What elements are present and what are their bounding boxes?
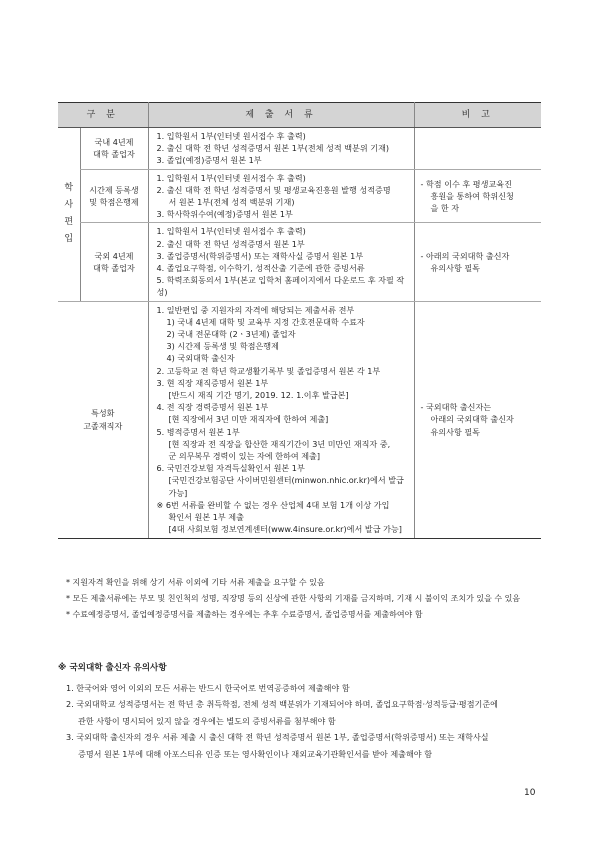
applicant-type-line: 대학 졸업자 <box>93 149 135 160</box>
remark-line: 유의사항 필독 <box>430 263 480 274</box>
document-list <box>148 128 414 170</box>
document-item: [현 직장에서 3년 미만 재직자에 한하여 제출] <box>168 414 329 425</box>
document-item: 3. 현 직장 재직증명서 원본 1부 <box>156 377 269 388</box>
notice-line: 3. 국외대학 출신자의 경우 서류 제출 시 출신 대학 전 학년 성적증명서 원본 1부, 졸업증명서(학위증명서) 또는 재학사실 <box>66 732 489 742</box>
document-item: 2) 국내 전문대학 (2ㆍ3년제) 졸업자 <box>166 329 296 340</box>
applicant-type-line: 시간제 등록생 <box>89 184 139 195</box>
foreign-graduate-notes <box>58 660 548 762</box>
document-item: 1. 일반편입 중 지원자의 자격에 해당되는 제출서류 전부 <box>156 304 355 315</box>
document-item: 3. 학사학위수여(예정)증명서 원본 1부 <box>156 209 293 220</box>
document-item: 3. 졸업증명서(학위증명서) 또는 재학사실 증명서 원본 1부 <box>156 250 364 261</box>
page-number: 10 <box>524 788 536 798</box>
document-item: 1. 입학원서 1부(인터넷 원서접수 후 출력) <box>156 172 306 183</box>
notice-item <box>58 696 548 729</box>
applicant-type-line: 국외 4년제 <box>94 250 134 261</box>
document-item: [4대 사회보험 정보연계센터(www.4insure.or.kr)에서 발급 가능] <box>168 524 402 535</box>
document-item: 3) 시간제 등록생 및 학점은행제 <box>166 341 279 352</box>
document-item: 2. 고등학교 전 학년 학교생활기록부 및 졸업증명서 원본 각 1부 <box>156 365 381 376</box>
document-item: 2. 출신 대학 전 학년 성적증명서 원본 1부 <box>156 238 305 249</box>
footnote: * 수료예정증명서, 졸업예정증명서를 제출하는 경우에는 추후 수료증명서, 졸업증명서를 제출하여야 함 <box>66 610 423 619</box>
document-item: 확인서 원본 1부 제출 <box>168 512 244 523</box>
section-heading: ※ 국외대학 출신자 유의사항 <box>58 663 167 673</box>
remark-line: 유의사항 필독 <box>430 426 480 437</box>
remark-line: - 국외대학 출신자는 <box>420 402 492 413</box>
document-item: 1) 국내 4년제 대학 및 교육부 지정 간호전문대학 수료자 <box>166 316 365 327</box>
applicant-type-line: 국내 4년제 <box>94 137 134 148</box>
remark-line: 을 한 자 <box>430 203 460 214</box>
category-academic-transfer <box>58 128 80 302</box>
remark-line: 아래의 국외대학 출신자 <box>430 414 514 425</box>
document-item: 4) 국외대학 출신자 <box>166 353 235 364</box>
notice-line: 관한 사항이 명시되어 있지 않을 경우에는 별도의 증빙서류를 첨부해야 함 <box>78 715 336 726</box>
remark <box>414 223 541 301</box>
document-item: 5. 학력조회동의서 1부(본교 입학처 홈페이지에서 다운로드 후 자필 작성) <box>156 275 405 298</box>
table-row <box>58 223 541 301</box>
document-item: 2. 출신 대학 전 학년 성적증명서 원본 1부(전체 성적 백분위 기재) <box>156 143 390 154</box>
applicant-type-line: 대학 졸업자 <box>93 263 135 274</box>
applicant-type-line: 고졸재직자 <box>83 420 123 431</box>
table-header-row <box>58 103 541 128</box>
applicant-type <box>58 301 148 538</box>
remark <box>414 301 541 538</box>
document-item: 군 의무복무 경력이 있는 자에 한하여 제출] <box>168 451 321 462</box>
applicant-type <box>80 169 148 223</box>
document-item: 가능] <box>168 487 188 498</box>
document-item: 3. 졸업(예정)증명서 원본 1부 <box>156 155 262 166</box>
header-documents: 제 출 서 류 <box>148 103 414 128</box>
remark-line: - 아래의 국외대학 출신자 <box>420 250 510 261</box>
notice-line: 증명서 원본 1부에 대해 아포스티유 인증 또는 영사확인이나 재외교육기관확인서를 받아 제출해야 함 <box>78 748 433 759</box>
table-row <box>58 128 541 170</box>
document-item: [국민건강보험공단 사이버민원센터(minwon.nhic.or.kr)에서 발급 <box>168 475 404 486</box>
document-item: [반드시 재직 기간 명기, 2019. 12. 1.이후 발급본] <box>168 390 349 401</box>
category-char: 학 <box>64 183 74 194</box>
table-row <box>58 169 541 223</box>
applicant-type-line: 및 학점은행제 <box>89 197 139 208</box>
document-item: [현 직장과 전 직장을 합산한 재직기간이 3년 미만인 재직자 중, <box>168 438 391 449</box>
notice-item <box>58 680 548 697</box>
document-item: ※ 6번 서류를 완비할 수 없는 경우 산업체 4대 보험 1개 이상 가입 <box>156 499 390 510</box>
document-item: 5. 병적증명서 원본 1부 <box>156 426 240 437</box>
footnote: * 모든 제출서류에는 부모 및 친인척의 성명, 직장명 등의 신상에 관한 사항의 기재를 금지하며, 기재 시 불이익 조치가 있을 수 있음 <box>66 594 521 603</box>
document-item: 1. 입학원서 1부(인터넷 원서접수 후 출력) <box>156 131 306 141</box>
required-documents-table <box>58 102 541 539</box>
document-item: 6. 국민건강보험 자격득실확인서 원본 1부 <box>156 463 305 474</box>
document-list <box>148 169 414 223</box>
category-char: 입 <box>64 234 74 245</box>
document-list <box>148 301 414 538</box>
remark-line: 흥원을 통하여 학위신청 <box>430 190 514 201</box>
category-char: 편 <box>64 217 74 228</box>
category-char: 사 <box>64 200 74 211</box>
header-remarks: 비 고 <box>414 103 541 128</box>
document-item: 1. 입학원서 1부(인터넷 원서접수 후 출력) <box>156 226 306 237</box>
document-list <box>148 223 414 301</box>
remark <box>414 128 541 170</box>
document-item: 4. 전 직장 경력증명서 원본 1부 <box>156 402 269 413</box>
notice-item <box>58 729 548 762</box>
applicant-type-line: 특성화 <box>91 408 115 419</box>
remark <box>414 169 541 223</box>
table-row <box>58 301 541 538</box>
document-item: 4. 졸업요구학점, 이수학기, 성적산출 기준에 관한 증빙서류 <box>156 263 365 274</box>
document-item: 서 원본 1부(전체 성적 백분위 기재) <box>168 197 295 208</box>
header-category: 구 분 <box>58 103 148 128</box>
footnote: * 지원자격 확인을 위해 상기 서류 이외에 기타 서류 제출을 요구할 수 있음 <box>66 578 325 587</box>
notice-line: 1. 한국어와 영어 이외의 모든 서류는 반드시 한국어로 번역공증하여 제출해야 함 <box>66 682 350 693</box>
document-item: 2. 출신 대학 전 학년 성적증명서 및 평생교육진흥원 발행 성적증명 <box>156 184 391 195</box>
footnotes <box>66 575 520 623</box>
applicant-type <box>80 223 148 301</box>
remark-line: - 학점 이수 후 평생교육진 <box>420 178 512 189</box>
notice-line: 2. 국외대학교 성적증명서는 전 학년 총 취득학점, 전체 성적 백분위가 기재되어야 하며, 졸업요구학점·성적등급·평점기준에 <box>66 699 499 709</box>
applicant-type <box>80 128 148 170</box>
